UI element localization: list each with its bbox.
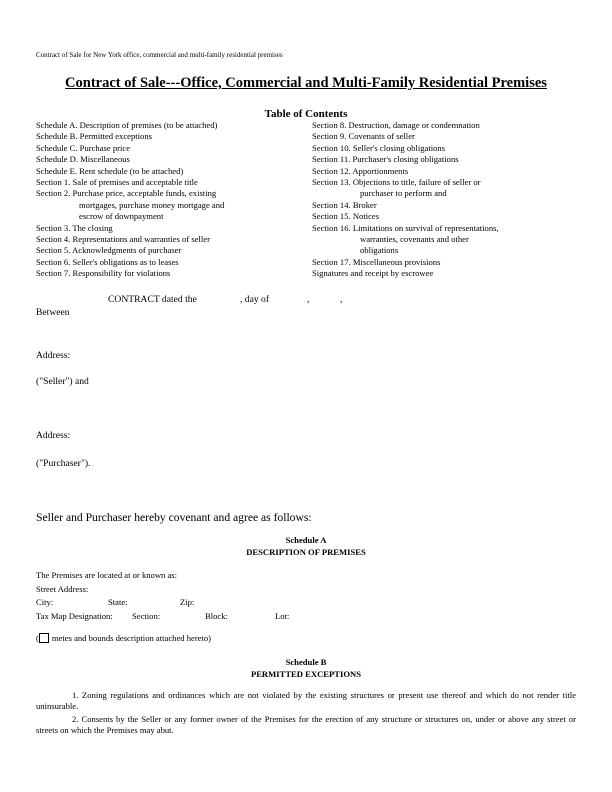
date-comma: , xyxy=(340,294,343,305)
toc-item: Schedule B. Permitted exceptions xyxy=(36,131,152,142)
schedule-a-heading: DESCRIPTION OF PREMISES xyxy=(246,547,366,557)
toc-item: Section 12. Apportionments xyxy=(312,165,409,176)
toc-item-continued: purchaser to perform and xyxy=(360,188,447,199)
schedule-b-heading: PERMITTED EXCEPTIONS xyxy=(250,669,362,679)
toc-heading: Table of Contents xyxy=(264,108,348,120)
toc-item: Schedule A. Description of premises (to be attached) xyxy=(36,120,218,130)
toc-item-continued: escrow of downpayment xyxy=(79,211,164,222)
toc-item: Section 9. Covenants of seller xyxy=(312,131,415,142)
toc-item: Section 3. The closing xyxy=(36,222,113,233)
toc-item-continued: warranties, covenants and other xyxy=(360,234,469,245)
toc-item: Section 1. Sale of premises and acceptable title xyxy=(36,177,198,188)
premises-located-label: The Premises are located at or known as: xyxy=(36,570,178,580)
lot-label: Lot: xyxy=(275,611,290,621)
document-title: Contract of Sale---Office, Commercial and Multi-Family Residential Premises xyxy=(65,75,547,91)
toc-item: Section 17. Miscellaneous provisions xyxy=(312,256,441,267)
state-label: State: xyxy=(108,597,128,607)
toc-item: Section 15. Notices xyxy=(312,211,380,222)
tax-map-label: Tax Map Designation: xyxy=(36,611,113,621)
toc-item: Section 11. Purchaser's closing obligations xyxy=(312,154,459,165)
toc-item-continued: mortgages, purchase money mortgage and xyxy=(79,199,225,210)
purchaser-label: ("Purchaser"). xyxy=(36,458,91,469)
block-label: Block: xyxy=(205,611,228,621)
toc-item: Section 10. Seller's closing obligations xyxy=(312,142,446,153)
toc-item: Schedule D. Miscellaneous xyxy=(36,154,130,165)
covenant-statement: Seller and Purchaser hereby covenant and agree as follows: xyxy=(36,511,312,524)
between-label: Between xyxy=(36,307,70,318)
seller-label: ("Seller") and xyxy=(36,376,89,387)
seller-address-label: Address: xyxy=(36,350,71,361)
toc-item: Schedule E. Rent schedule (to be attached) xyxy=(36,165,184,176)
toc-item: Section 4. Representations and warranties of seller xyxy=(36,234,210,245)
permitted-exception-2: 2. Consents by the Seller or any former owner of the Premises for the erection of any structure or structures on, under or above any street or streets on which the Premises may abut. xyxy=(36,714,576,736)
section-label: Section: xyxy=(132,611,161,621)
purchaser-address-label: Address: xyxy=(36,430,71,441)
day-of-label: , day of xyxy=(240,294,270,305)
toc-item: Section 8. Destruction, damage or condemnation xyxy=(312,120,480,130)
toc-item: Section 5. Acknowledgments of purchaser xyxy=(36,245,182,256)
toc-item: Section 16. Limitations on survival of representations, xyxy=(312,222,499,233)
schedule-b-label: Schedule B xyxy=(285,657,327,667)
metes-bounds-checkbox[interactable] xyxy=(39,633,49,643)
zip-label: Zip: xyxy=(180,597,195,607)
date-comma: , xyxy=(307,294,310,305)
toc-item: Section 7. Responsibility for violations xyxy=(36,268,171,279)
toc-item: Signatures and receipt by escrowee xyxy=(312,268,434,279)
toc-item: Section 2. Purchase price, acceptable funds, existing xyxy=(36,188,217,199)
contract-dated-label: CONTRACT dated the xyxy=(108,294,197,305)
open-paren: ( xyxy=(36,633,39,643)
permitted-exception-1: 1. Zoning regulations and ordinances which are not violated by the existing structures or present use thereof and which do not render title uninsurable. xyxy=(36,690,576,712)
city-label: City: xyxy=(36,597,54,607)
toc-right-column xyxy=(312,120,499,280)
metes-bounds-row xyxy=(36,633,211,643)
header-line: Contract of Sale for New York office, commercial and multi-family residential premises xyxy=(36,51,283,59)
street-address-label: Street Address: xyxy=(36,584,89,594)
toc-item: Section 14. Broker xyxy=(312,199,377,210)
schedule-a-label: Schedule A xyxy=(285,535,327,545)
toc-item: Section 6. Seller's obligations as to leases xyxy=(36,256,179,267)
toc-item: Schedule C. Purchase price xyxy=(36,142,131,153)
toc-item: Section 13. Objections to title, failure of seller or xyxy=(312,177,481,188)
toc-item-continued: obligations xyxy=(360,245,399,256)
metes-bounds-label: metes and bounds description attached hereto) xyxy=(51,633,212,643)
toc-left-column xyxy=(36,120,224,280)
